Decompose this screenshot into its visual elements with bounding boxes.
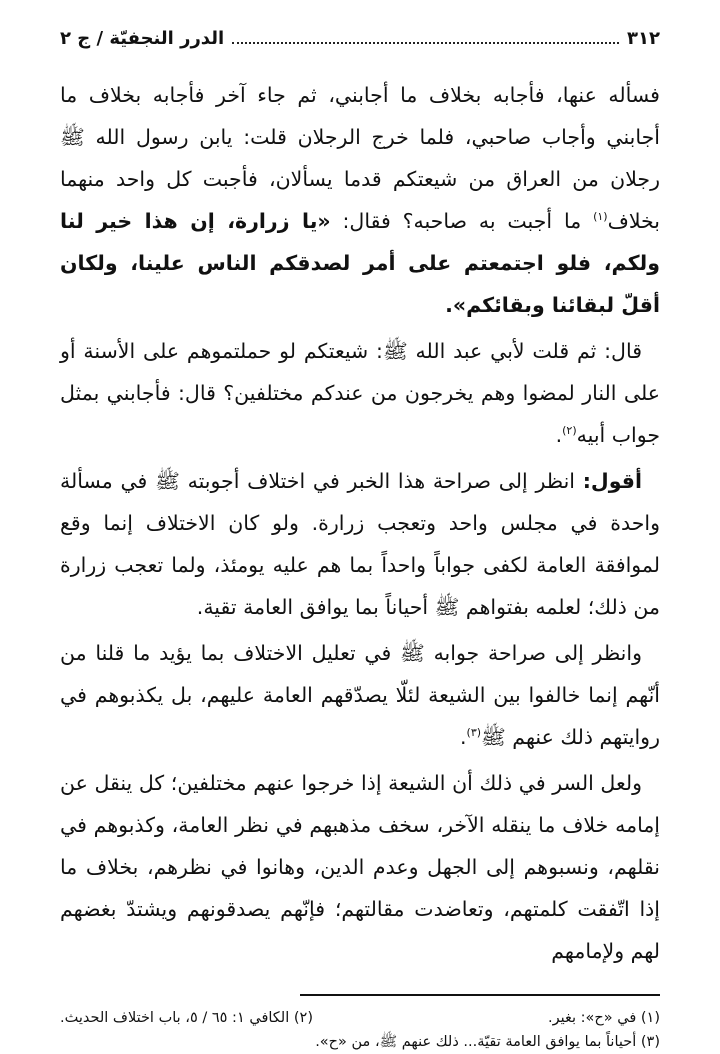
page-number: ٣١٢: [627, 28, 660, 49]
header-dot-leader: [232, 28, 619, 44]
paragraph-2: قال: ثم قلت لأبي عبد الله ﷺ: شيعتكم لو حملتموهم على الأسنة أو على النار لمضوا وهم يخرجون من عندكم مختلفين؟ قال: فأجابني بمثل جواب أبيه$^{(٢)}$.: [60, 339, 660, 447]
footnote-2: (٢) الكافي ١: ٦٥ / ٥، باب اختلاف الحديث.: [60, 1010, 313, 1026]
footnote-1: (١) في «ح»: بغير.: [548, 1010, 660, 1026]
paragraph-5-text: ولعل السر في ذلك أن الشيعة إذا خرجوا عنهم مختلفين؛ كل ينقل عن إمامه خلاف ما ينقله الآخر، سخف مذهبهم في نظر العامة، وكذبوهم في نقلهم، ونسبوهم إلى الجهل وعدم الدين، وهانوا في نظرهم، بخلاف ما إذا اتّفقت كلمتهم، وتعاضدت مقالتهم؛ فإنّهم يصدقونهم ويشتدّ بغضهم لهم ولإمامهم: [60, 771, 660, 963]
footnote-row-2: [60, 1030, 660, 1054]
paragraph-4: وانظر إلى صراحة جوابه ﷺ في تعليل الاختلاف بما يؤيد ما قلنا من أنّهم إنما خالفوا بين الشيعة لئلّا يصدّقهم العامة عليهم، بل يكذبوهم في روايتهم ذلك عنهم ﷺ$^{(٣)}$.: [60, 641, 660, 749]
footnote-ref-2: (٢): [562, 424, 577, 438]
paragraph-4-text: وانظر إلى صراحة جوابه ﷺ في تعليل الاختلاف بما يؤيد ما قلنا من أنّهم إنما خالفوا بين الشيعة لئلّا يصدّقهم العامة عليهم، بل يكذبوهم في روايتهم ذلك عنهم ﷺ: [60, 641, 660, 749]
footnote-ref-1: (١): [593, 210, 608, 224]
footnotes: [60, 1006, 660, 1054]
footnote-row-1: [60, 1006, 660, 1030]
paragraph-2-text: قال: ثم قلت لأبي عبد الله ﷺ: شيعتكم لو حملتموهم على الأسنة أو على النار لمضوا وهم يخرجون من عندكم مختلفين؟ قال: فأجابني بمثل جواب أبيه: [60, 339, 660, 447]
footnote-3: (٣) أحياناً بما يوافق العامة تقيّة... ذلك عنهم ﷺ، من «ح».: [315, 1034, 660, 1050]
quote-zurara: «يا زرارة، إن هذا خير لنا ولكم، فلو اجتمعتم على أمر لصدقكم الناس علينا، ولكان أقلّ لبقائنا وبقائكم».: [60, 209, 660, 317]
book-title: الدرر النجفيّة / ج ٢: [60, 28, 225, 49]
footnote-ref-3: (٣): [466, 726, 482, 740]
paragraph-3: [60, 460, 660, 628]
aqulu-label: أقول:: [582, 469, 642, 493]
paragraph-1-text: فسأله عنها، فأجابه بخلاف ما أجابني، ثم جاء آخر فأجابه بخلاف ما أجابني وأجاب صاحبي، فلما خرج الرجلان قلت: يابن رسول الله ﷺ رجلان من العراق من شيعتكم قدما يسألان، فأجبت كل واحد منهما بخلاف: [60, 83, 660, 233]
running-header: [60, 28, 660, 56]
paragraph-3-text: انظر إلى صراحة هذا الخبر في اختلاف أجوبته ﷺ في مسألة واحدة في مجلس واحد وتعجب زرارة. ولو كان الاختلاف إنما وقع لموافقة العامة لكفى جواباً واحداً بما هم عليه يومئذ، ولما تعجب زرارة من ذلك؛ لعلمه بفتواهم ﷺ أحياناً بما يوافق العامة تقية.: [60, 469, 660, 619]
paragraph-5: [60, 762, 660, 972]
main-text: [60, 74, 660, 972]
footnote-separator: [300, 994, 660, 996]
paragraph-1: [60, 74, 660, 326]
paragraph-1-text-b: ما أجبت به صاحبه؟ فقال:: [330, 209, 594, 233]
